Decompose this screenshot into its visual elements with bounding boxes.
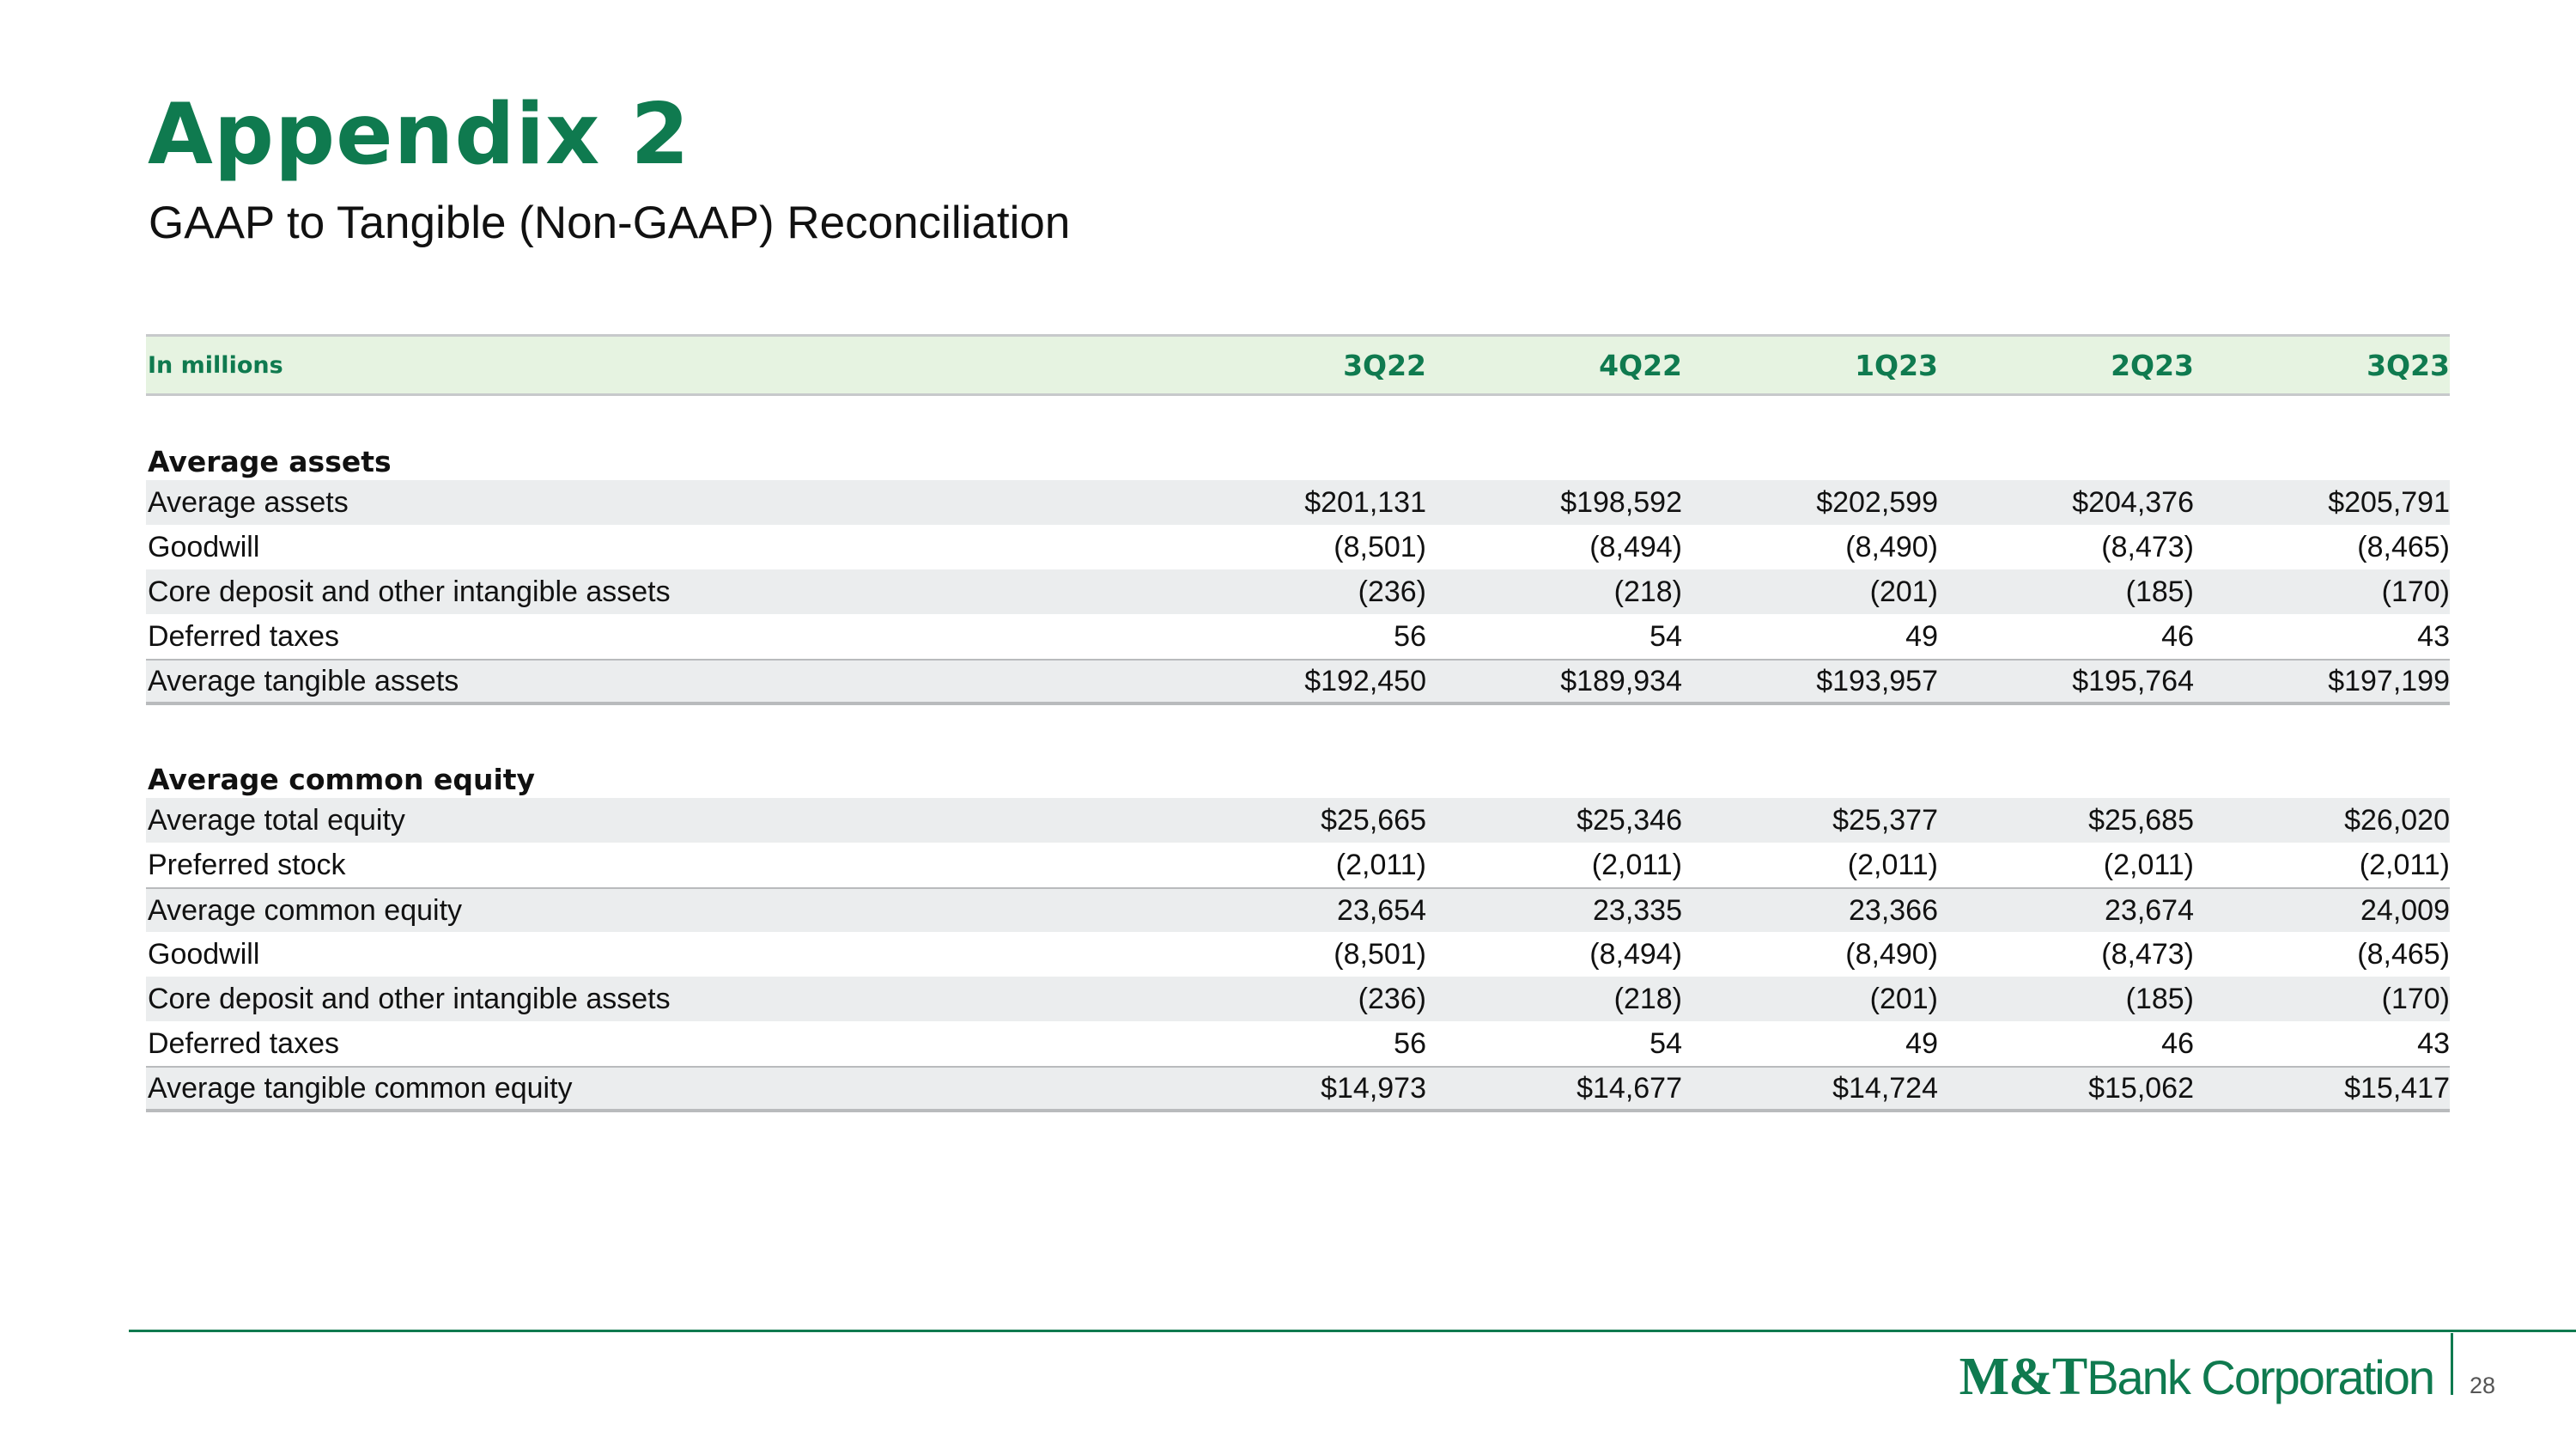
table-row (146, 843, 2450, 887)
footer-divider (129, 1330, 2576, 1332)
cell-1q23: (8,490) (1845, 530, 1938, 563)
cell-3q22: 23,654 (1337, 893, 1426, 927)
cell-2q23: 46 (2161, 1026, 2194, 1060)
cell-3q23: 43 (2417, 619, 2450, 653)
cell-3q22: $192,450 (1304, 664, 1426, 697)
table-row (146, 480, 2450, 525)
cell-4q22: (2,011) (1591, 848, 1682, 881)
cell-1q23: 49 (1905, 619, 1938, 653)
cell-4q22: 54 (1649, 619, 1682, 653)
cell-3q22: (2,011) (1335, 848, 1426, 881)
company-logo (1959, 1348, 2433, 1406)
cell-1q23: (8,490) (1845, 937, 1938, 971)
cell-3q23: (2,011) (2359, 848, 2450, 881)
cell-1q23: $193,957 (1816, 664, 1938, 697)
cell-3q23: 43 (2417, 1026, 2450, 1060)
cell-3q23: $15,417 (2344, 1071, 2450, 1105)
column-header-1q23: 1Q23 (1855, 348, 1938, 382)
table-row (146, 569, 2450, 614)
cell-2q23: 46 (2161, 619, 2194, 653)
unit-label: In millions (148, 351, 283, 379)
cell-1q23: 49 (1905, 1026, 1938, 1060)
cell-2q23: (185) (2125, 982, 2194, 1015)
section-heading-average-assets: Average assets (148, 445, 392, 478)
cell-3q23: $205,791 (2328, 485, 2450, 519)
cell-3q23: 24,009 (2360, 893, 2450, 927)
cell-2q23: (185) (2125, 575, 2194, 608)
table-row (146, 932, 2450, 977)
cell-3q22: $25,665 (1321, 803, 1426, 837)
row-label: Average tangible assets (148, 664, 459, 697)
cell-4q22: (8,494) (1589, 530, 1682, 563)
cell-2q23: 23,674 (2105, 893, 2194, 927)
row-label: Average assets (148, 485, 349, 519)
table-row (146, 614, 2450, 659)
cell-3q23: (170) (2381, 982, 2450, 1015)
cell-3q23: $26,020 (2344, 803, 2450, 837)
row-label: Core deposit and other intangible assets (148, 982, 671, 1015)
row-label: Goodwill (148, 530, 260, 563)
cell-4q22: 23,335 (1593, 893, 1682, 927)
cell-3q22: (8,501) (1334, 937, 1426, 971)
cell-1q23: 23,366 (1849, 893, 1938, 927)
row-label: Preferred stock (148, 848, 346, 881)
cell-2q23: (2,011) (2103, 848, 2194, 881)
cell-3q22: 56 (1394, 619, 1426, 653)
cell-3q22: (8,501) (1334, 530, 1426, 563)
cell-2q23: $195,764 (2072, 664, 2194, 697)
reconciliation-table (146, 334, 2450, 1112)
column-header-3q23: 3Q23 (2366, 348, 2450, 382)
cell-1q23: (2,011) (1847, 848, 1938, 881)
cell-1q23: (201) (1869, 575, 1938, 608)
table-row (146, 977, 2450, 1021)
section-heading-average-common-equity: Average common equity (148, 763, 536, 796)
row-label: Average total equity (148, 803, 405, 837)
cell-2q23: $25,685 (2088, 803, 2194, 837)
table-row (146, 525, 2450, 569)
cell-1q23: $25,377 (1832, 803, 1938, 837)
cell-3q23: (8,465) (2357, 530, 2450, 563)
cell-4q22: $198,592 (1560, 485, 1682, 519)
page-number: 28 (2470, 1373, 2496, 1398)
cell-3q22: 56 (1394, 1026, 1426, 1060)
cell-3q23: $197,199 (2328, 664, 2450, 697)
logo-text: Bank Corporation (2087, 1350, 2433, 1404)
cell-3q22: $14,973 (1321, 1071, 1426, 1105)
row-label: Average common equity (148, 893, 463, 927)
row-label: Deferred taxes (148, 619, 339, 653)
footer-separator (2451, 1333, 2453, 1395)
slide-subtitle: GAAP to Tangible (Non-GAAP) Reconciliation (149, 198, 1071, 248)
cell-1q23: $14,724 (1832, 1071, 1938, 1105)
cell-1q23: (201) (1869, 982, 1938, 1015)
cell-2q23: $15,062 (2088, 1071, 2194, 1105)
cell-3q22: (236) (1358, 575, 1426, 608)
row-label: Core deposit and other intangible assets (148, 575, 671, 608)
table-row (146, 1021, 2450, 1066)
row-label: Goodwill (148, 937, 260, 971)
column-header-3q22: 3Q22 (1343, 348, 1426, 382)
cell-3q23: (8,465) (2357, 937, 2450, 971)
slide-title: Appendix 2 (148, 86, 690, 184)
cell-4q22: 54 (1649, 1026, 1682, 1060)
cell-2q23: $204,376 (2072, 485, 2194, 519)
column-header-2q23: 2Q23 (2111, 348, 2194, 382)
cell-4q22: (218) (1613, 982, 1682, 1015)
cell-2q23: (8,473) (2101, 530, 2194, 563)
cell-4q22: $189,934 (1560, 664, 1682, 697)
cell-3q22: $201,131 (1304, 485, 1426, 519)
row-label: Deferred taxes (148, 1026, 339, 1060)
cell-4q22: $25,346 (1577, 803, 1682, 837)
cell-4q22: (8,494) (1589, 937, 1682, 971)
table-row (146, 798, 2450, 843)
cell-3q23: (170) (2381, 575, 2450, 608)
cell-3q22: (236) (1358, 982, 1426, 1015)
logo-mark: M&T (1959, 1348, 2087, 1406)
table-row-total (146, 1066, 2450, 1112)
cell-4q22: (218) (1613, 575, 1682, 608)
table-row-total (146, 659, 2450, 705)
table-row-subtotal (146, 887, 2450, 932)
row-label: Average tangible common equity (148, 1071, 573, 1105)
cell-1q23: $202,599 (1816, 485, 1938, 519)
column-header-4q22: 4Q22 (1599, 348, 1682, 382)
table-header-row (146, 334, 2450, 396)
cell-4q22: $14,677 (1577, 1071, 1682, 1105)
cell-2q23: (8,473) (2101, 937, 2194, 971)
